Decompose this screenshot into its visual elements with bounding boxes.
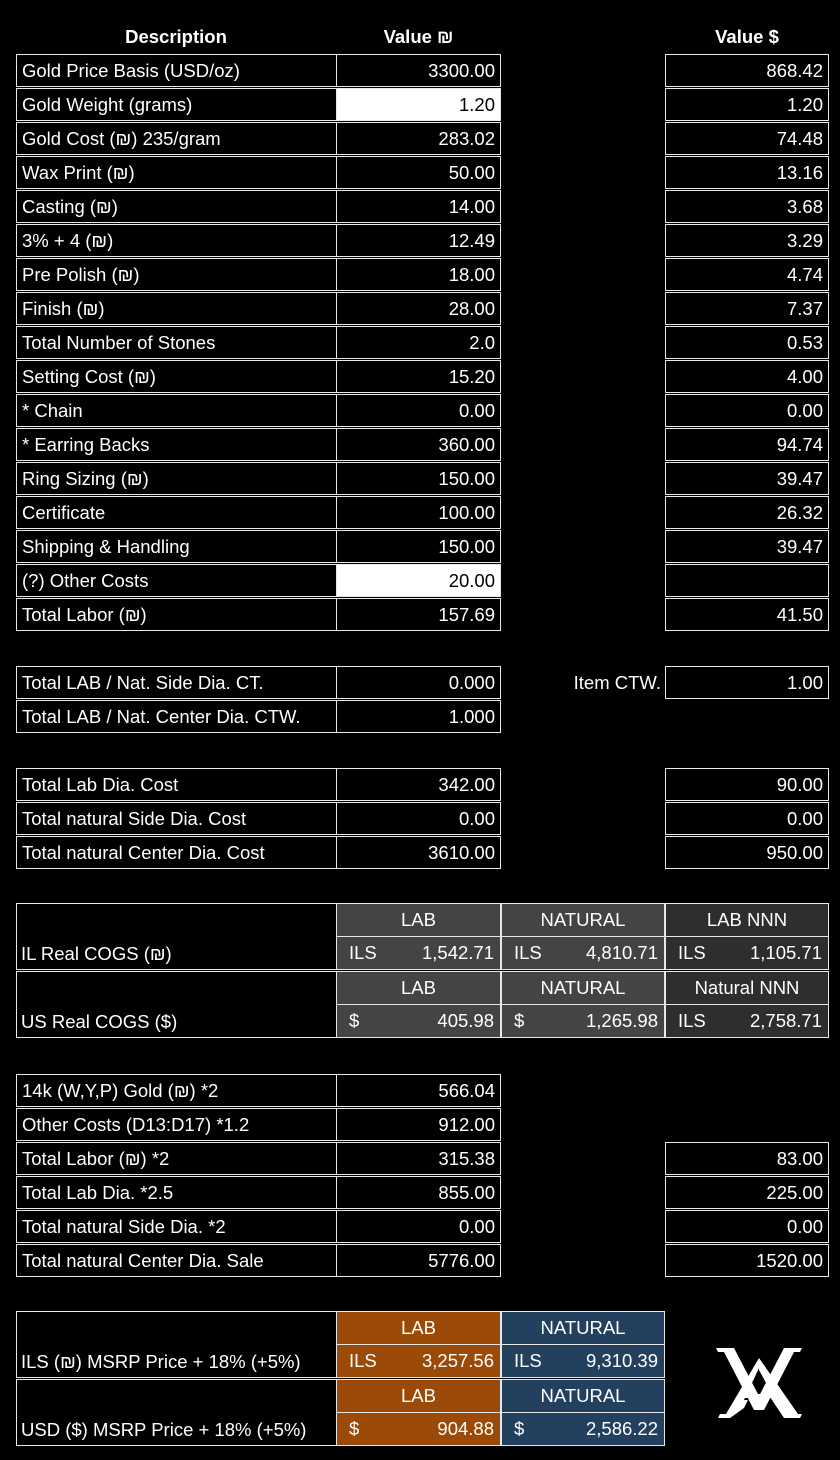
il-cogs-head-lab-nnn: LAB NNN <box>665 903 829 937</box>
us-cogs-natural[interactable] <box>501 1005 665 1038</box>
cost-row-ils[interactable]: 150.00 <box>336 462 501 495</box>
cost-row-ils[interactable]: 3300.00 <box>336 54 501 87</box>
il-cogs-lab-nnn[interactable] <box>665 937 829 970</box>
cost-row-usd[interactable]: 868.42 <box>665 54 829 87</box>
sale-row-label: Total natural Center Dia. Sale <box>16 1244 337 1277</box>
il-cogs-lab[interactable] <box>336 937 501 970</box>
cost-row-usd[interactable]: 13.16 <box>665 156 829 189</box>
sale-row-ils[interactable]: 5776.00 <box>336 1244 501 1277</box>
sale-row-usd[interactable]: 83.00 <box>665 1142 829 1175</box>
cost-row-label: * Earring Backs <box>16 428 337 461</box>
dia-cost-usd[interactable]: 0.00 <box>665 802 829 835</box>
cost-row-label: Total Number of Stones <box>16 326 337 359</box>
ils-msrp-lab-value: 3,257.56 <box>421 1350 494 1371</box>
cost-row-ils[interactable]: 18.00 <box>336 258 501 291</box>
side-dia-ct-label: Total LAB / Nat. Side Dia. CT. <box>16 666 337 699</box>
us-cogs-head-lab: LAB <box>336 971 501 1005</box>
cost-row-usd[interactable]: 3.29 <box>665 224 829 257</box>
ils-msrp-lab[interactable] <box>336 1345 501 1378</box>
sale-row-label: Other Costs (D13:D17) *1.2 <box>16 1108 337 1141</box>
cost-row-usd[interactable]: 94.74 <box>665 428 829 461</box>
sale-row-ils[interactable]: 855.00 <box>336 1176 501 1209</box>
cost-row-label: Shipping & Handling <box>16 530 337 563</box>
usd-msrp-label: USD ($) MSRP Price + 18% (+5%) <box>21 1419 307 1440</box>
dia-cost-label: Total natural Side Dia. Cost <box>16 802 337 835</box>
sale-row-ils[interactable]: 912.00 <box>336 1108 501 1141</box>
currency-label: ILS <box>678 1010 706 1031</box>
cost-row-usd[interactable]: 4.74 <box>665 258 829 291</box>
cost-row-usd[interactable]: 39.47 <box>665 530 829 563</box>
usd-msrp-head-lab: LAB <box>336 1379 501 1413</box>
cost-row-usd[interactable]: 4.00 <box>665 360 829 393</box>
il-cogs-head-lab: LAB <box>336 903 501 937</box>
cost-row-label: Pre Polish (₪) <box>16 258 337 291</box>
us-cogs-natural-value: 1,265.98 <box>585 1010 658 1031</box>
cost-row-label: Gold Price Basis (USD/oz) <box>16 54 337 87</box>
side-dia-ct-value[interactable]: 0.000 <box>336 666 501 699</box>
cost-row-usd[interactable]: 3.68 <box>665 190 829 223</box>
cost-row-ils[interactable]: 150.00 <box>336 530 501 563</box>
cost-row-label: Gold Cost (₪) 235/gram <box>16 122 337 155</box>
center-dia-ctw-value[interactable]: 1.000 <box>336 700 501 733</box>
gold-weight-input[interactable]: 1.20 <box>336 88 501 121</box>
us-cogs-natural-nnn-value: 2,758.71 <box>749 1010 822 1031</box>
usd-msrp-natural-value: 2,586.22 <box>585 1418 658 1439</box>
cost-row-usd[interactable]: 41.50 <box>665 598 829 631</box>
cost-row-label: Ring Sizing (₪) <box>16 462 337 495</box>
cost-row-label: Setting Cost (₪) <box>16 360 337 393</box>
sale-row-label: Total natural Side Dia. *2 <box>16 1210 337 1243</box>
cost-row-ils[interactable]: 15.20 <box>336 360 501 393</box>
currency-label: ILS <box>514 942 542 963</box>
currency-label: ILS <box>678 942 706 963</box>
sale-row-ils[interactable]: 566.04 <box>336 1074 501 1107</box>
us-cogs-head-natural: NATURAL <box>501 971 665 1005</box>
il-cogs-lab-value: 1,542.71 <box>421 942 494 963</box>
il-cogs-natural[interactable] <box>501 937 665 970</box>
cost-row-usd[interactable]: 26.32 <box>665 496 829 529</box>
dia-cost-ils[interactable]: 342.00 <box>336 768 501 801</box>
cost-row-label: Finish (₪) <box>16 292 337 325</box>
ils-msrp-natural[interactable] <box>501 1345 665 1378</box>
currency-label: ILS <box>349 942 377 963</box>
cost-row-ils[interactable]: 0.00 <box>336 394 501 427</box>
cost-row-usd[interactable]: 39.47 <box>665 462 829 495</box>
currency-label: $ <box>349 1010 360 1031</box>
cost-row-ils[interactable]: 50.00 <box>336 156 501 189</box>
cost-row-ils[interactable]: 28.00 <box>336 292 501 325</box>
cost-row-ils[interactable]: 12.49 <box>336 224 501 257</box>
sale-row-label: Total Labor (₪) *2 <box>16 1142 337 1175</box>
cost-row-ils[interactable]: 283.02 <box>336 122 501 155</box>
dia-cost-usd[interactable]: 90.00 <box>665 768 829 801</box>
il-cogs-head-natural: NATURAL <box>501 903 665 937</box>
header-description: Description <box>125 26 227 47</box>
header-value-usd: Value $ <box>715 26 779 47</box>
cost-row-usd[interactable]: 0.00 <box>665 394 829 427</box>
cost-row-ils[interactable]: 14.00 <box>336 190 501 223</box>
sale-row-label: 14k (W,Y,P) Gold (₪) *2 <box>16 1074 337 1107</box>
ils-msrp-head-natural: NATURAL <box>501 1311 665 1345</box>
ils-msrp-label: ILS (₪) MSRP Price + 18% (+5%) <box>21 1351 301 1372</box>
dia-cost-label: Total Lab Dia. Cost <box>16 768 337 801</box>
cost-row-label: Total Labor (₪) <box>16 598 337 631</box>
cost-row-ils[interactable]: 157.69 <box>336 598 501 631</box>
usd-msrp-head-natural: NATURAL <box>501 1379 665 1413</box>
other-costs-input[interactable]: 20.00 <box>336 564 501 597</box>
il-cogs-natural-value: 4,810.71 <box>585 942 658 963</box>
currency-label: ILS <box>349 1350 377 1371</box>
ils-msrp-head-lab: LAB <box>336 1311 501 1345</box>
cost-row-usd[interactable]: 7.37 <box>665 292 829 325</box>
sale-row-usd[interactable]: 0.00 <box>665 1210 829 1243</box>
cost-row-label: Gold Weight (grams) <box>16 88 337 121</box>
il-cogs-lab-nnn-value: 1,105.71 <box>749 942 822 963</box>
dia-cost-ils[interactable]: 3610.00 <box>336 836 501 869</box>
sale-row-ils[interactable]: 315.38 <box>336 1142 501 1175</box>
sale-row-ils[interactable]: 0.00 <box>336 1210 501 1243</box>
item-ctw-value[interactable]: 1.00 <box>665 666 829 699</box>
dia-cost-usd[interactable]: 950.00 <box>665 836 829 869</box>
cost-row-usd[interactable]: 0.53 <box>665 326 829 359</box>
cost-row-label: 3% + 4 (₪) <box>16 224 337 257</box>
usd-msrp-lab-value: 904.88 <box>437 1418 494 1439</box>
sale-row-usd[interactable]: 225.00 <box>665 1176 829 1209</box>
us-cogs-natural-nnn[interactable] <box>665 1005 829 1038</box>
cost-row-label: Wax Print (₪) <box>16 156 337 189</box>
us-cogs-lab[interactable] <box>336 1005 501 1038</box>
brand-logo-icon <box>714 1344 804 1422</box>
header-value-ils: Value ₪ <box>383 26 454 47</box>
center-dia-ctw-label: Total LAB / Nat. Center Dia. CTW. <box>16 700 337 733</box>
cost-row-label: (?) Other Costs <box>16 564 337 597</box>
dia-cost-ils[interactable]: 0.00 <box>336 802 501 835</box>
cost-row-ils[interactable]: 360.00 <box>336 428 501 461</box>
currency-label: $ <box>514 1418 525 1439</box>
sale-row-label: Total Lab Dia. *2.5 <box>16 1176 337 1209</box>
sale-row-usd[interactable]: 1520.00 <box>665 1244 829 1277</box>
currency-label: $ <box>514 1010 525 1031</box>
usd-msrp-lab[interactable] <box>336 1413 501 1446</box>
cost-row-usd[interactable] <box>665 564 829 597</box>
cost-row-ils[interactable]: 2.0 <box>336 326 501 359</box>
ils-msrp-natural-value: 9,310.39 <box>585 1350 658 1371</box>
cost-row-label: Casting (₪) <box>16 190 337 223</box>
cost-row-usd[interactable]: 1.20 <box>665 88 829 121</box>
cost-row-ils[interactable]: 100.00 <box>336 496 501 529</box>
currency-label: ILS <box>514 1350 542 1371</box>
us-cogs-head-natural-nnn: Natural NNN <box>665 971 829 1005</box>
us-cogs-lab-value: 405.98 <box>437 1010 494 1031</box>
usd-msrp-natural[interactable] <box>501 1413 665 1446</box>
item-ctw-label: Item CTW. <box>573 671 661 693</box>
il-cogs-label: IL Real COGS (₪) <box>21 943 172 964</box>
us-cogs-label: US Real COGS ($) <box>21 1011 178 1032</box>
currency-label: $ <box>349 1418 360 1439</box>
dia-cost-label: Total natural Center Dia. Cost <box>16 836 337 869</box>
cost-row-label: * Chain <box>16 394 337 427</box>
cost-row-label: Certificate <box>16 496 337 529</box>
cost-row-usd[interactable]: 74.48 <box>665 122 829 155</box>
